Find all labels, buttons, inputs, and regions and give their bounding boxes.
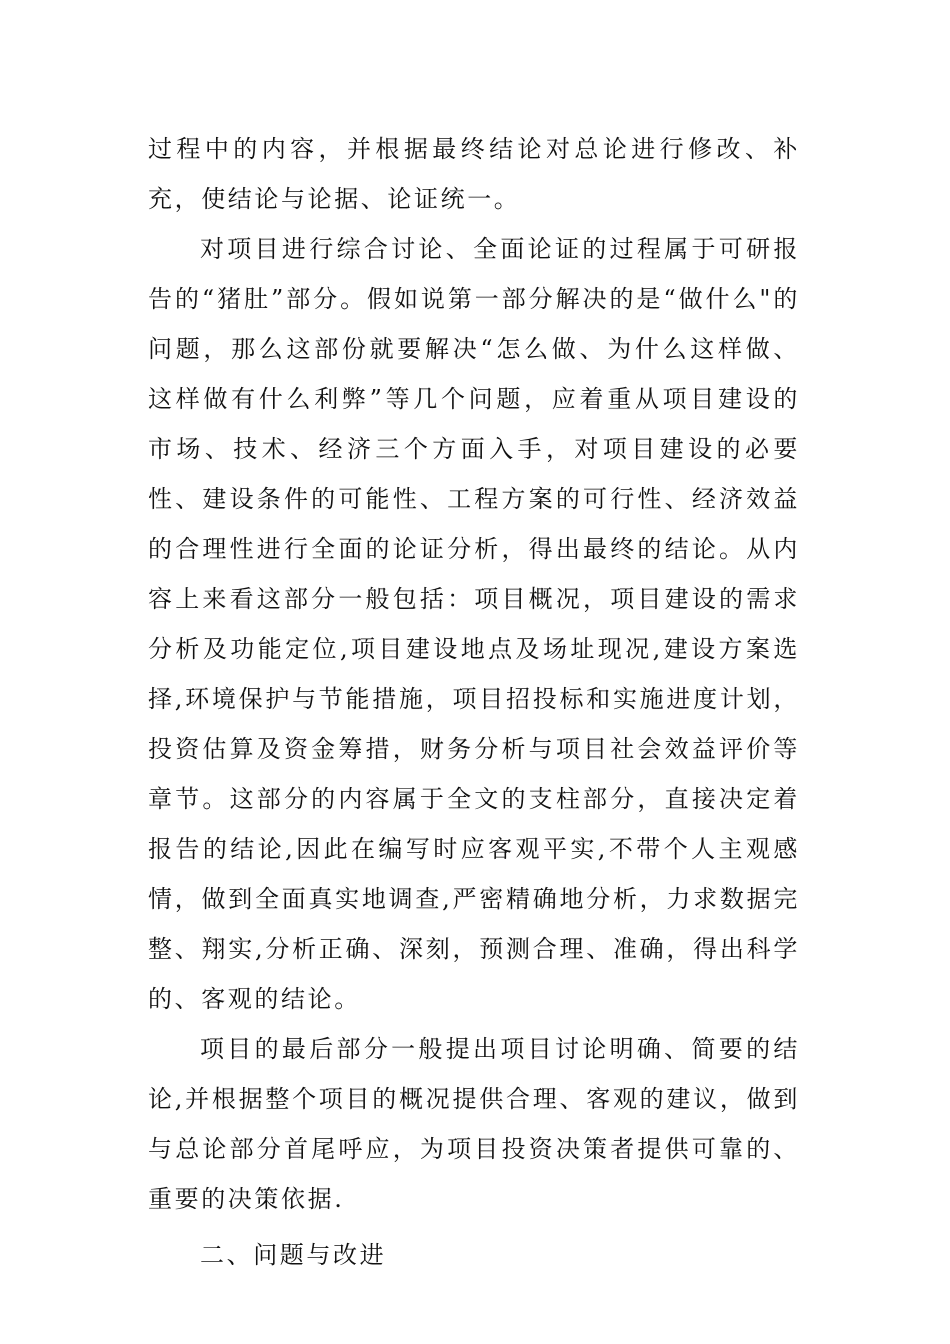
document-body (148, 124, 800, 1280)
section-heading: 二、问题与改进 (200, 1241, 387, 1269)
paragraph-conclusion: 项目的最后部分一般提出项目讨论明确、简要的结论,并根据整个项目的概况提供合理、客观的建议，做到与总论部分首尾呼应，为项目投资决策者提供可靠的、重要的决策依据. (148, 1035, 800, 1213)
paragraph-continuation: 过程中的内容，并根据最终结论对总论进行修改、补充，使结论与论据、论证统一。 (148, 135, 800, 213)
paragraph-project-discussion: 对项目进行综合讨论、全面论证的过程属于可研报告的“猪肚”部分。假如说第一部分解决的是“做什么"的问题，那么这部份就要解决“怎么做、为什么这样做、这样做有什么利弊”等几个问题，应着重从项目建设的市场、技术、经济三个方面入手，对项目建设的必要性、建设条件的可能性、工程方案的可行性、经济效益的合理性进行全面的论证分析，得出最终的结论。从内容上来看这部分一般包括：项目概况，项目建设的需求分析及功能定位,项目建设地点及场址现况,建设方案选择,环境保护与节能措施，项目招投标和实施进度计划，投资估算及资金筹措，财务分析与项目社会效益评价等章节。这部分的内容属于全文的支柱部分，直接决定着报告的结论,因此在编写时应客观平实,不带个人主观感情，做到全面真实地调查,严密精确地分析，力求数据完整、翔实,分析正确、深刻，预测合理、准确，得出科学的、客观的结论。 (148, 235, 800, 1013)
